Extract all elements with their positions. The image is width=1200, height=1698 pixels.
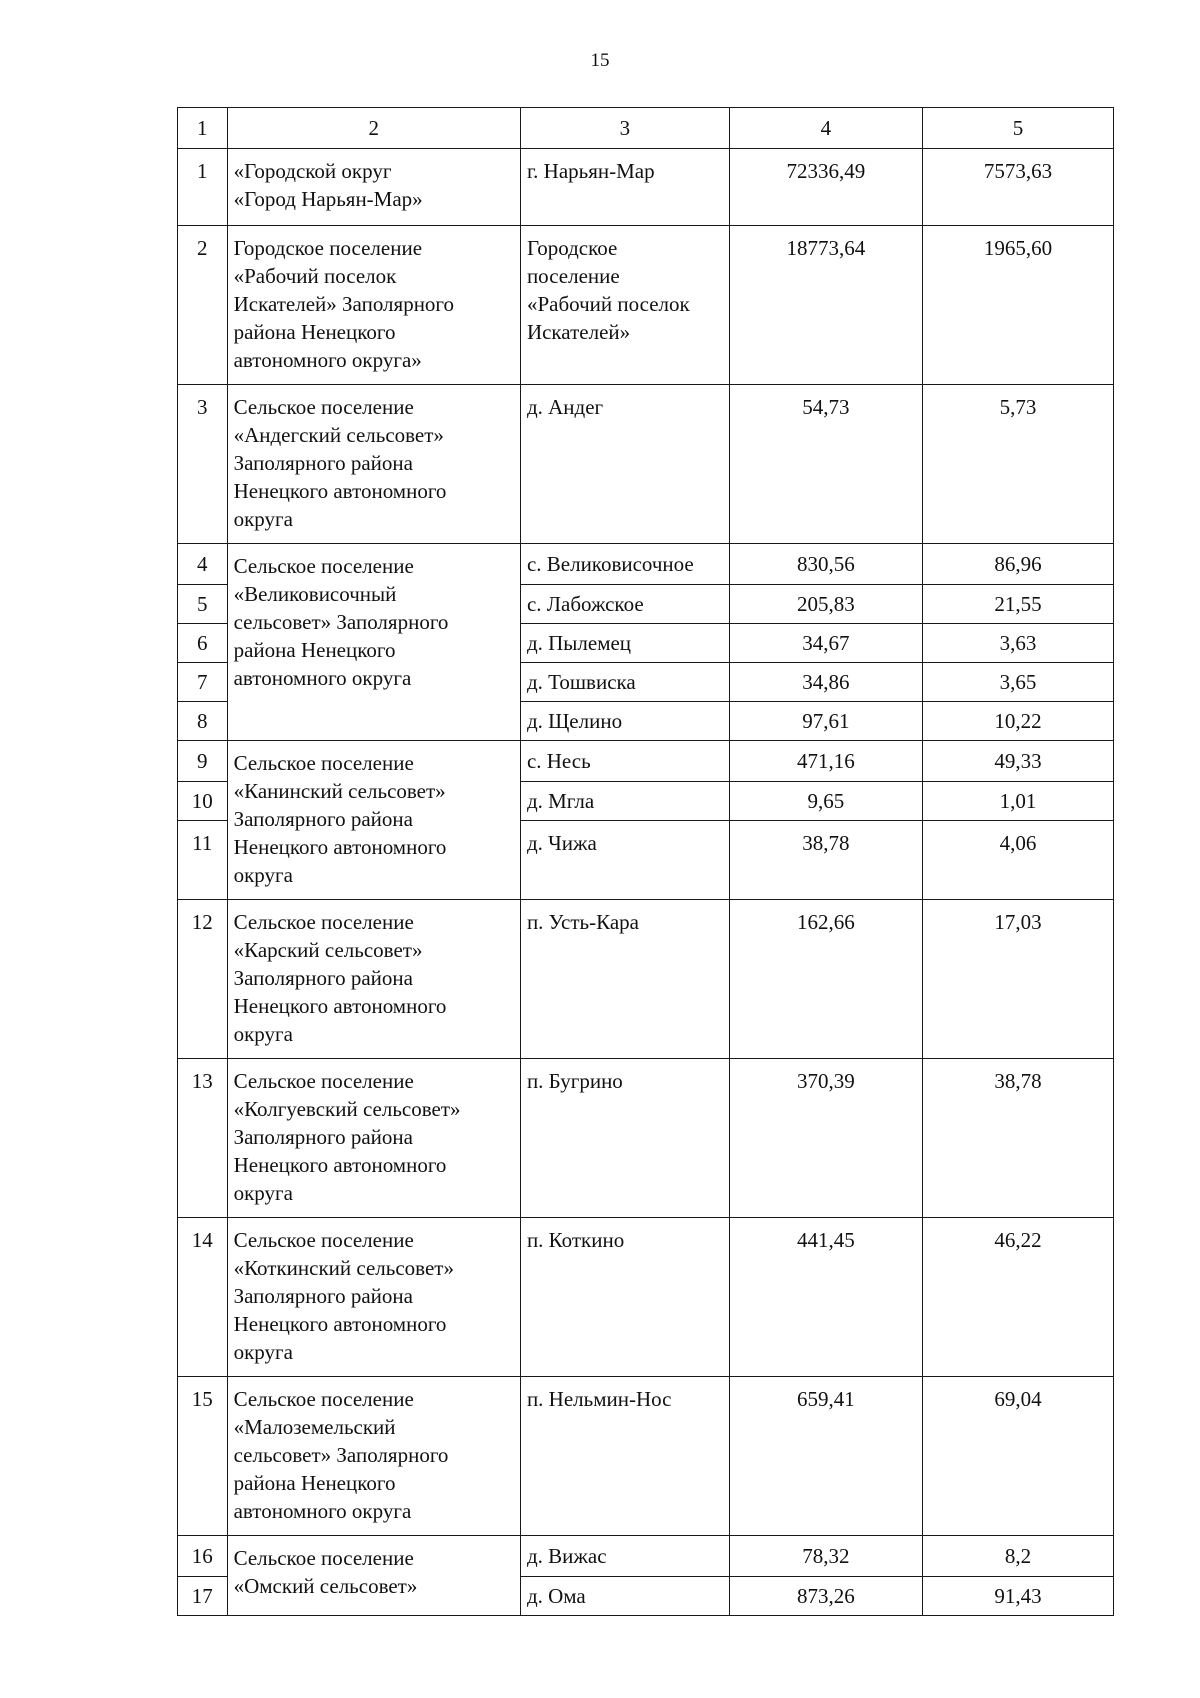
cell-line: «Рабочий поселок bbox=[233, 264, 397, 288]
cell-line: округа bbox=[233, 863, 293, 887]
value-col-5: 69,04 bbox=[922, 1377, 1113, 1536]
cell-line: Искателей» Заполярного bbox=[233, 292, 455, 316]
settlement-name bbox=[520, 226, 729, 385]
row-number: 8 bbox=[178, 702, 228, 741]
value-col-5: 49,33 bbox=[922, 741, 1113, 782]
municipality-name bbox=[227, 149, 520, 226]
row-number: 2 bbox=[178, 226, 228, 385]
value-col-5: 10,22 bbox=[922, 702, 1113, 741]
cell-line: «Великовисочный bbox=[233, 582, 397, 606]
cell-line: округа bbox=[233, 1340, 293, 1364]
settlement-name bbox=[520, 1536, 729, 1577]
cell-line: с. Лабожское bbox=[526, 592, 644, 616]
cell-line: округа bbox=[233, 507, 293, 531]
row-number: 16 bbox=[178, 1536, 228, 1577]
table-body bbox=[178, 108, 1114, 1616]
settlement-name bbox=[520, 149, 729, 226]
settlement-name bbox=[520, 663, 729, 702]
cell-line: Сельское поселение bbox=[233, 1546, 414, 1570]
cell-line: Заполярного района bbox=[233, 966, 413, 990]
table-row bbox=[178, 1218, 1114, 1377]
table-row bbox=[178, 1536, 1114, 1577]
value-col-4: 659,41 bbox=[729, 1377, 922, 1536]
cell-line: Сельское поселение bbox=[233, 910, 414, 934]
settlement-name bbox=[520, 1218, 729, 1377]
value-col-5: 1965,60 bbox=[922, 226, 1113, 385]
cell-line: д. Андег bbox=[526, 395, 604, 419]
value-col-5: 7573,63 bbox=[922, 149, 1113, 226]
cell-line: поселение bbox=[526, 264, 620, 288]
value-col-4: 38,78 bbox=[729, 821, 922, 900]
value-col-5: 3,65 bbox=[922, 663, 1113, 702]
value-col-5: 17,03 bbox=[922, 900, 1113, 1059]
cell-line: Ненецкого автономного bbox=[233, 479, 447, 503]
table-row bbox=[178, 1059, 1114, 1218]
settlement-name bbox=[520, 1377, 729, 1536]
value-col-4: 9,65 bbox=[729, 782, 922, 821]
cell-line: района Ненецкого bbox=[233, 1471, 396, 1495]
settlement-name bbox=[520, 1059, 729, 1218]
cell-line: г. Нарьян-Мар bbox=[526, 159, 655, 183]
row-number: 10 bbox=[178, 782, 228, 821]
municipality-name bbox=[227, 1059, 520, 1218]
cell-line: района Ненецкого bbox=[233, 638, 396, 662]
cell-line: д. Чижа bbox=[526, 831, 597, 855]
cell-line: Заполярного района bbox=[233, 1125, 413, 1149]
table-row bbox=[178, 741, 1114, 782]
cell-line: д. Вижас bbox=[526, 1544, 607, 1568]
cell-line: округа bbox=[233, 1181, 293, 1205]
page-number: 15 bbox=[590, 50, 610, 71]
cell-line: Сельское поселение bbox=[233, 395, 414, 419]
cell-line: «Колгуевский сельсовет» bbox=[233, 1097, 461, 1121]
municipality-name bbox=[227, 1377, 520, 1536]
cell-line: д. Щелино bbox=[526, 709, 623, 733]
cell-line: Заполярного района bbox=[233, 451, 413, 475]
row-number: 17 bbox=[178, 1577, 228, 1616]
cell-line: Сельское поселение bbox=[233, 1387, 414, 1411]
row-number: 4 bbox=[178, 544, 228, 585]
cell-line: «Карский сельсовет» bbox=[233, 938, 423, 962]
cell-line: Ненецкого автономного bbox=[233, 1312, 447, 1336]
settlement-name bbox=[520, 821, 729, 900]
settlement-name bbox=[520, 624, 729, 663]
table-row bbox=[178, 385, 1114, 544]
value-col-4: 162,66 bbox=[729, 900, 922, 1059]
cell-line: автономного округа bbox=[233, 1499, 412, 1523]
row-number: 14 bbox=[178, 1218, 228, 1377]
municipality-name bbox=[227, 1536, 520, 1616]
row-number: 6 bbox=[178, 624, 228, 663]
value-col-5: 3,63 bbox=[922, 624, 1113, 663]
table-row bbox=[178, 149, 1114, 226]
cell-line: Искателей» bbox=[526, 320, 631, 344]
settlement-name bbox=[520, 385, 729, 544]
municipality-name bbox=[227, 741, 520, 900]
cell-line: п. Усть-Кара bbox=[526, 910, 639, 934]
cell-line: «Канинский сельсовет» bbox=[233, 779, 446, 803]
value-col-4: 78,32 bbox=[729, 1536, 922, 1577]
municipality-name bbox=[227, 544, 520, 741]
value-col-4: 97,61 bbox=[729, 702, 922, 741]
cell-line: Ненецкого автономного bbox=[233, 1153, 447, 1177]
value-col-5: 8,2 bbox=[922, 1536, 1113, 1577]
cell-line: Сельское поселение bbox=[233, 1228, 414, 1252]
value-col-4: 471,16 bbox=[729, 741, 922, 782]
cell-line: «Город Нарьян-Мар» bbox=[233, 187, 423, 211]
value-col-4: 54,73 bbox=[729, 385, 922, 544]
value-col-4: 34,67 bbox=[729, 624, 922, 663]
value-col-5: 86,96 bbox=[922, 544, 1113, 585]
row-number: 5 bbox=[178, 585, 228, 624]
cell-line: Ненецкого автономного bbox=[233, 835, 447, 859]
cell-line: «Рабочий поселок bbox=[526, 292, 690, 316]
row-number: 7 bbox=[178, 663, 228, 702]
value-col-4: 370,39 bbox=[729, 1059, 922, 1218]
cell-line: п. Коткино bbox=[526, 1228, 625, 1252]
row-number: 11 bbox=[178, 821, 228, 900]
value-col-5: 5,73 bbox=[922, 385, 1113, 544]
header-col-3: 3 bbox=[520, 108, 729, 149]
cell-line: Ненецкого автономного bbox=[233, 994, 447, 1018]
header-col-4: 4 bbox=[729, 108, 922, 149]
cell-line: автономного округа bbox=[233, 666, 412, 690]
table-header-row bbox=[178, 108, 1114, 149]
cell-line: п. Бугрино bbox=[526, 1069, 623, 1093]
value-col-4: 205,83 bbox=[729, 585, 922, 624]
cell-line: с. Великовисочное bbox=[526, 552, 694, 576]
value-col-4: 873,26 bbox=[729, 1577, 922, 1616]
settlement-name bbox=[520, 741, 729, 782]
settlement-name bbox=[520, 544, 729, 585]
header-col-1: 1 bbox=[178, 108, 228, 149]
cell-line: д. Тошвиска bbox=[526, 670, 636, 694]
row-number: 15 bbox=[178, 1377, 228, 1536]
settlement-name bbox=[520, 1577, 729, 1616]
cell-line: Сельское поселение bbox=[233, 1069, 414, 1093]
cell-line: «Омский сельсовет» bbox=[233, 1574, 418, 1598]
cell-line: округа bbox=[233, 1022, 293, 1046]
row-number: 3 bbox=[178, 385, 228, 544]
value-col-5: 21,55 bbox=[922, 585, 1113, 624]
value-col-5: 4,06 bbox=[922, 821, 1113, 900]
cell-line: с. Несь bbox=[526, 749, 591, 773]
header-col-5: 5 bbox=[922, 108, 1113, 149]
cell-line: Городское поселение bbox=[233, 236, 423, 260]
cell-line: Сельское поселение bbox=[233, 554, 414, 578]
value-col-4: 34,86 bbox=[729, 663, 922, 702]
settlement-name bbox=[520, 585, 729, 624]
value-col-5: 38,78 bbox=[922, 1059, 1113, 1218]
cell-line: сельсовет» Заполярного bbox=[233, 610, 449, 634]
cell-line: района Ненецкого bbox=[233, 320, 396, 344]
table-row bbox=[178, 900, 1114, 1059]
cell-line: автономного округа» bbox=[233, 348, 422, 372]
settlement-name bbox=[520, 702, 729, 741]
row-number: 9 bbox=[178, 741, 228, 782]
cell-line: «Городской округ bbox=[233, 159, 392, 183]
value-col-4: 18773,64 bbox=[729, 226, 922, 385]
cell-line: д. Мгла bbox=[526, 789, 595, 813]
cell-line: д. Пылемец bbox=[526, 631, 632, 655]
table-row bbox=[178, 544, 1114, 585]
cell-line: «Малоземельский bbox=[233, 1415, 396, 1439]
table-row bbox=[178, 1377, 1114, 1536]
value-col-5: 91,43 bbox=[922, 1577, 1113, 1616]
cell-line: п. Нельмин-Нос bbox=[526, 1387, 672, 1411]
settlement-name bbox=[520, 782, 729, 821]
value-col-5: 1,01 bbox=[922, 782, 1113, 821]
cell-line: «Коткинский сельсовет» bbox=[233, 1256, 454, 1280]
cell-line: сельсовет» Заполярного bbox=[233, 1443, 449, 1467]
municipality-name bbox=[227, 900, 520, 1059]
municipality-name bbox=[227, 226, 520, 385]
row-number: 13 bbox=[178, 1059, 228, 1218]
row-number: 1 bbox=[178, 149, 228, 226]
header-col-2: 2 bbox=[227, 108, 520, 149]
municipality-name bbox=[227, 385, 520, 544]
value-col-4: 441,45 bbox=[729, 1218, 922, 1377]
value-col-5: 46,22 bbox=[922, 1218, 1113, 1377]
value-col-4: 830,56 bbox=[729, 544, 922, 585]
municipality-name bbox=[227, 1218, 520, 1377]
settlement-name bbox=[520, 900, 729, 1059]
row-number: 12 bbox=[178, 900, 228, 1059]
cell-line: Городское bbox=[526, 236, 618, 260]
value-col-4: 72336,49 bbox=[729, 149, 922, 226]
cell-line: Сельское поселение bbox=[233, 751, 414, 775]
cell-line: «Андегский сельсовет» bbox=[233, 423, 444, 447]
cell-line: Заполярного района bbox=[233, 1284, 413, 1308]
cell-line: Заполярного района bbox=[233, 807, 413, 831]
settlements-table bbox=[177, 107, 1114, 1616]
cell-line: д. Ома bbox=[526, 1584, 586, 1608]
table-row bbox=[178, 226, 1114, 385]
